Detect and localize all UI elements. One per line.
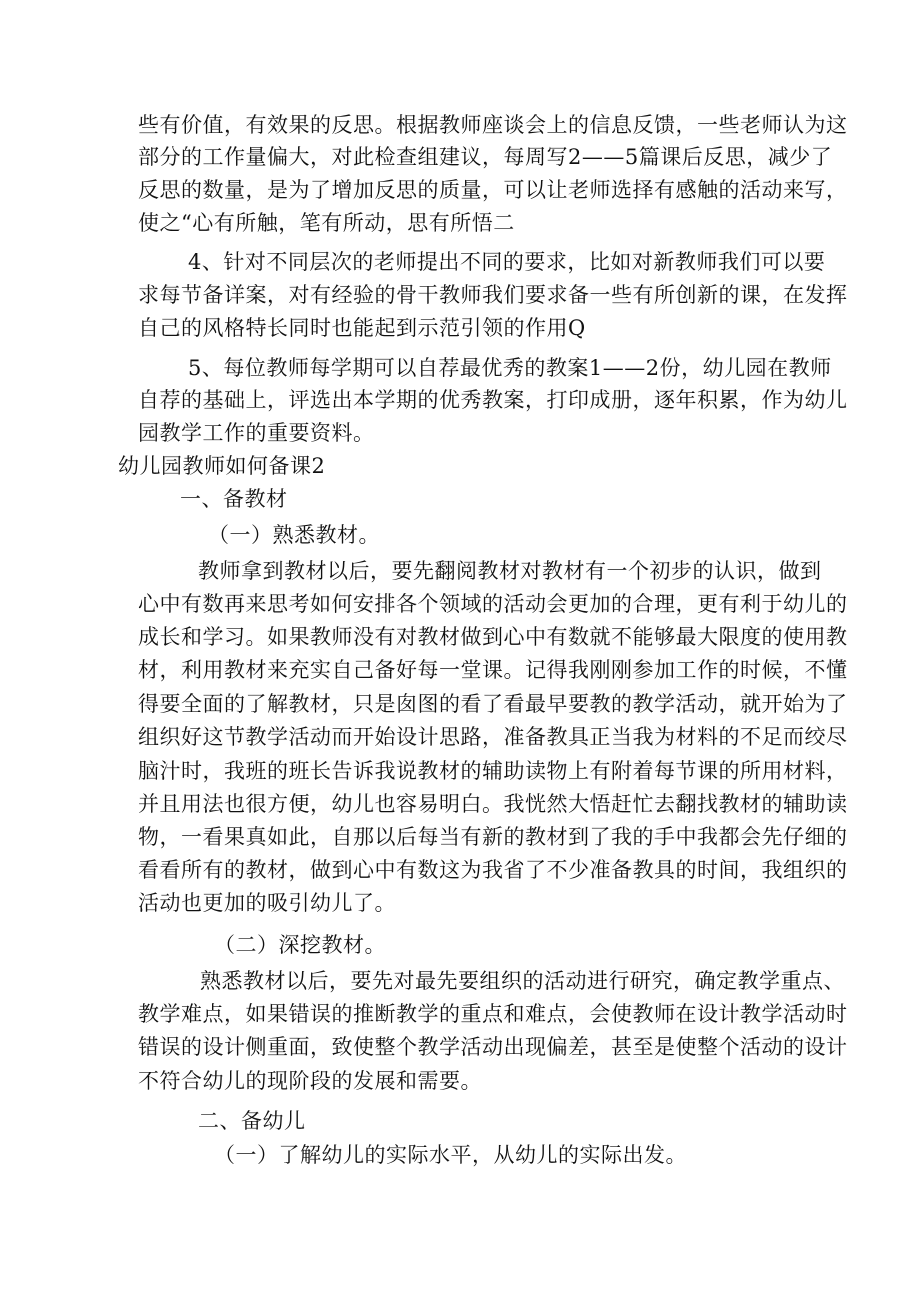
text-line: 不符合幼儿的现阶段的发展和需要。 <box>138 1069 482 1093</box>
section-heading: 一、备教材 <box>180 487 288 511</box>
text-line: 教学难点，如果错误的推断教学的重点和难点，会使教师在设计教学活动时 <box>138 1002 848 1026</box>
subsection-heading: （一）了解幼儿的实际水平，从幼儿的实际出发。 <box>214 1143 687 1167</box>
text-line: 材，利用教材来充实自己备好每一堂课。记得我刚刚参加工作的时候，不懂 <box>138 658 848 682</box>
text-line: 看看所有的教材，做到心中有数这为我省了不少准备教具的时间，我组织的 <box>138 858 848 882</box>
text-line: 物，一看果真如此，自那以后每当有新的教材到了我的手中我都会先仔细的 <box>138 825 848 849</box>
section-heading: 二、备幼儿 <box>198 1109 306 1133</box>
subsection-heading: （一）熟悉教材。 <box>208 523 380 547</box>
text-line: 教师拿到教材以后，要先翻阅教材对教材有一个初步的认识，做到 <box>198 559 822 583</box>
section-heading: 幼儿园教师如何备课2 <box>118 454 326 478</box>
text-line: 反思的数量，是为了增加反思的质量，可以让老师选择有感触的活动来写， <box>138 178 848 202</box>
text-line: 组织好这节教学活动而开始设计思路，准备教具正当我为材料的不足而绞尽 <box>138 725 848 749</box>
text-line: 错误的设计侧重面，致使整个教学活动出现偏差，甚至是使整个活动的设计 <box>138 1035 848 1059</box>
text-line: 得要全面的了解教材，只是囱图的看了看最早要教的教学活动，就开始为了 <box>138 692 848 716</box>
text-line: 园教学工作的重要资料。 <box>138 421 375 445</box>
text-line: 活动也更加的吸引幼儿了。 <box>138 891 396 915</box>
text-line: 求每节备详案，对有经验的骨干教师我们要求备一些有所创新的课，在发挥 <box>138 283 848 307</box>
text-line: 部分的工作量偏大，对此检查组建议，每周写2——5篇课后反思，减少了 <box>138 145 833 169</box>
text-line: 些有价值，有效果的反思。根据教师座谈会上的信息反馈，一些老师认为这 <box>138 113 848 137</box>
text-line: 5、每位教师每学期可以自荐最优秀的教案1——2份，幼儿园在教师 <box>188 356 832 380</box>
text-line: 熟悉教材以后，要先对最先要组织的活动进行研究，确定教学重点、 <box>200 969 845 993</box>
text-line: 成长和学习。如果教师没有对教材做到心中有数就不能够最大限度的使用教 <box>138 625 848 649</box>
subsection-heading: （二）深挖教材。 <box>214 933 386 957</box>
text-line: 4、针对不同层次的老师提出不同的要求，比如对新教师我们可以要 <box>188 250 826 274</box>
text-line: 脑汁时，我班的班长告诉我说教材的辅助读物上有附着每节课的所用材料， <box>138 759 848 783</box>
text-line: 自己的风格特长同时也能起到示范引领的作用Q <box>138 316 586 340</box>
text-line: 并且用法也很方便，幼儿也容易明白。我恍然大悟赶忙去翻找教材的辅助读 <box>138 792 848 816</box>
text-line: 心中有数再来思考如何安排各个领域的活动会更加的合理，更有利于幼儿的 <box>138 592 848 616</box>
text-line: 自荐的基础上，评选出本学期的优秀教案，打印成册，逐年积累，作为幼儿 <box>138 388 848 412</box>
text-line: 使之“心有所触，笔有所动，思有所悟二 <box>138 211 515 235</box>
